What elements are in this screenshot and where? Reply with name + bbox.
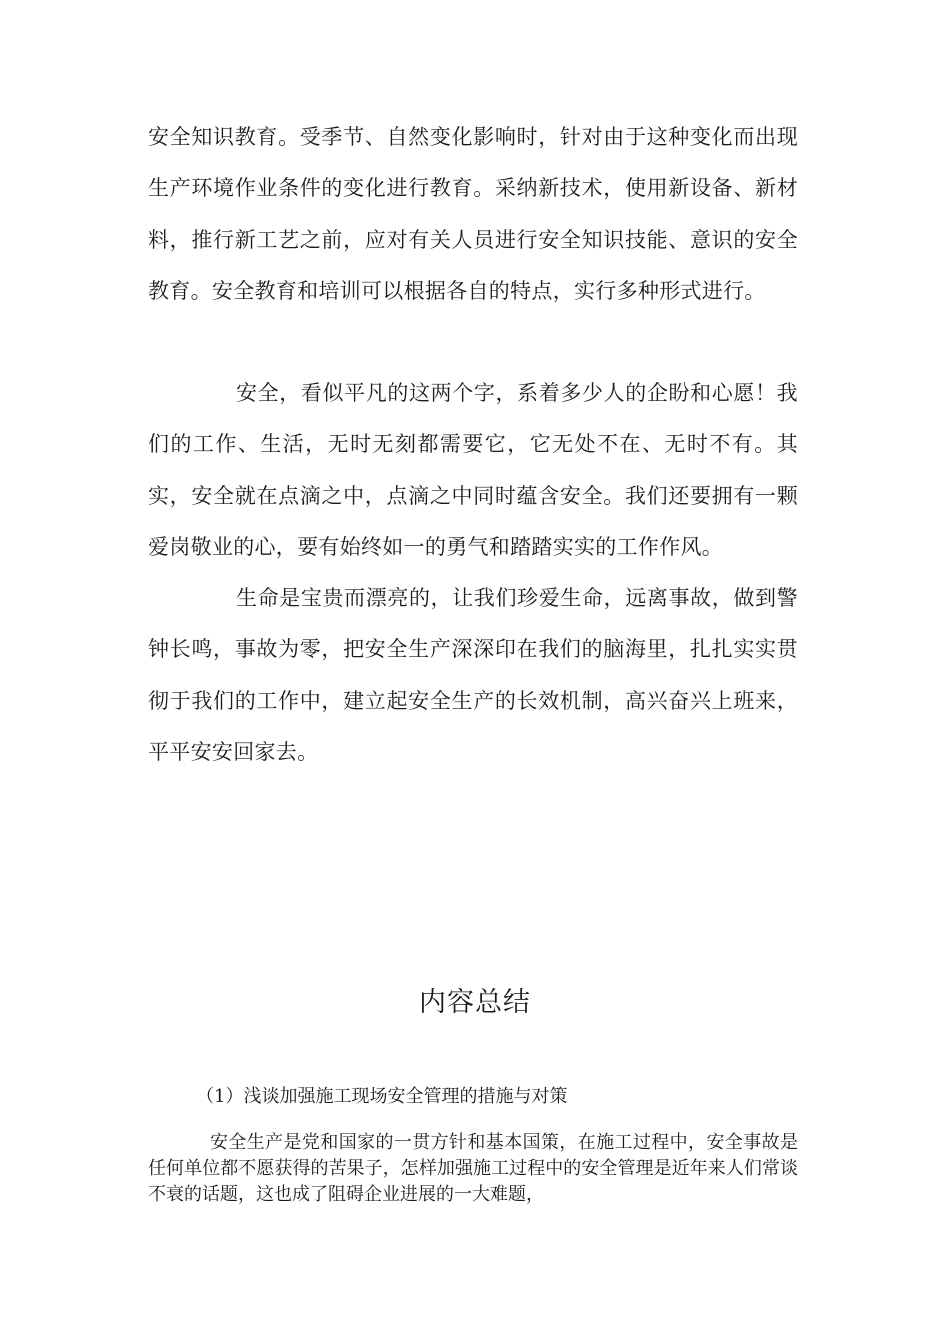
body-paragraph-safety-education: 安全知识教育。受季节、自然变化影响时，针对由于这种变化而出现生产环境作业条件的变化进行教育。采纳新技术，使用新设备、新材料，推行新工艺之前，应对有关人员进行安全知识技能、意识的安全教育。安全教育和培训可以根据各自的特点，实行多种形式进行。	[148, 125, 798, 303]
body-paragraph-cherish-life: 生命是宝贵而漂亮的，让我们珍爱生命，远离事故，做到警钟长鸣，事故为零，把安全生产深深印在我们的脑海里，扎扎实实贯彻于我们的工作中，建立起安全生产的长效机制，高兴奋兴上班来，平平安安回家去。	[148, 586, 798, 764]
summary-title: 内容总结	[419, 987, 531, 1018]
summary-paragraph: 安全生产是党和国家的一贯方针和基本国策，在施工过程中，安全事故是任何单位都不愿获得的苦果子，怎样加强施工过程中的安全管理是近年来人们常谈不衰的话题，这也成了阻碍企业进展的一大难题，	[148, 1132, 798, 1205]
body-paragraph-safety-meaning: 安全，看似平凡的这两个字，系着多少人的企盼和心愿！我们的工作、生活，无时无刻都需要它，它无处不在、无时不有。其实，安全就在点滴之中，点滴之中同时蕴含安全。我们还要拥有一颗爱岗敬业的心，要有始终如一的勇气和踏踏实实的工作作风。	[148, 381, 798, 559]
summary-subheading: （1）浅谈加强施工现场安全管理的措施与对策	[196, 1086, 568, 1107]
